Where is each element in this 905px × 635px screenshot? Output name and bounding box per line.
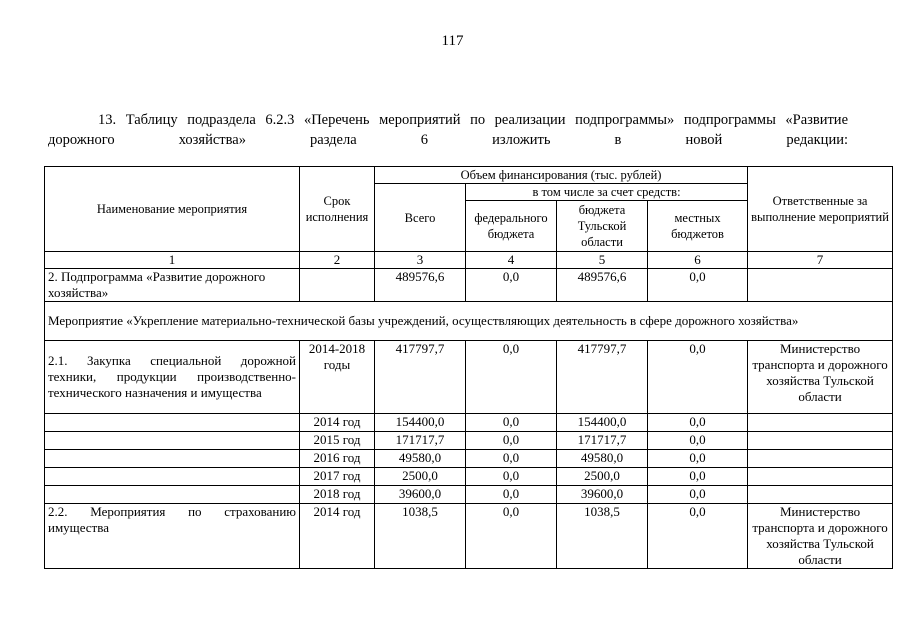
column-number: 5	[557, 252, 648, 269]
year-local: 0,0	[648, 486, 748, 504]
year-regional: 39600,0	[557, 486, 648, 504]
item-2-1-responsible: Министерство транспорта и дорожного хозяйства Тульской области	[748, 341, 893, 414]
year-blank-cell	[45, 486, 300, 504]
item-2-2-row	[45, 504, 893, 569]
intro-line-2: дорожного хозяйства» раздела 6 изложить в новой редакции:	[48, 132, 848, 148]
year-regional: 154400,0	[557, 414, 648, 432]
item-2-2-federal: 0,0	[466, 504, 557, 569]
year-responsible-cell	[748, 432, 893, 450]
year-federal: 0,0	[466, 414, 557, 432]
year-blank-cell	[45, 450, 300, 468]
year-local: 0,0	[648, 414, 748, 432]
item-2-2-responsible: Министерство транспорта и дорожного хозяйства Тульской области	[748, 504, 893, 569]
column-number: 2	[300, 252, 375, 269]
year-row	[45, 450, 893, 468]
year-local: 0,0	[648, 450, 748, 468]
year-label: 2014 год	[300, 414, 375, 432]
year-row	[45, 414, 893, 432]
header-term: Срок исполнения	[300, 167, 375, 252]
subprogram-federal: 0,0	[466, 269, 557, 302]
year-blank-cell	[45, 468, 300, 486]
header-regional: бюджета Тульской области	[557, 201, 648, 252]
year-total: 49580,0	[375, 450, 466, 468]
item-2-1-row	[45, 341, 893, 414]
year-label: 2017 год	[300, 468, 375, 486]
column-number: 6	[648, 252, 748, 269]
item-2-2-local: 0,0	[648, 504, 748, 569]
year-local: 0,0	[648, 468, 748, 486]
intro-paragraph	[48, 110, 848, 170]
header-including: в том числе за счет средств:	[466, 184, 748, 201]
column-number-row	[45, 252, 893, 269]
subprogram-local: 0,0	[648, 269, 748, 302]
subprogram-responsible	[748, 269, 893, 302]
column-number: 4	[466, 252, 557, 269]
year-responsible-cell	[748, 450, 893, 468]
year-total: 154400,0	[375, 414, 466, 432]
year-label: 2015 год	[300, 432, 375, 450]
item-2-1-total: 417797,7	[375, 341, 466, 414]
intro-line-1: 13. Таблицу подраздела 6.2.3 «Перечень мероприятий по реализации подпрограммы» подпрограммы «Развитие	[98, 112, 848, 128]
header-federal: федерального бюджета	[466, 201, 557, 252]
year-regional: 171717,7	[557, 432, 648, 450]
year-total: 39600,0	[375, 486, 466, 504]
year-federal: 0,0	[466, 450, 557, 468]
header-responsible: Ответственные за выполнение мероприятий	[748, 167, 893, 252]
column-number: 3	[375, 252, 466, 269]
subprogram-regional: 489576,6	[557, 269, 648, 302]
year-responsible-cell	[748, 468, 893, 486]
item-2-1-local: 0,0	[648, 341, 748, 414]
measures-table	[44, 166, 893, 569]
header-total: Всего	[375, 184, 466, 252]
item-2-1-name: 2.1. Закупка специальной дорожной техники, продукции производственно-технического назначения и имущества	[45, 341, 300, 414]
item-2-2-name: 2.2. Мероприятия по страхованию имущества	[45, 504, 300, 569]
year-row	[45, 432, 893, 450]
year-regional: 2500,0	[557, 468, 648, 486]
item-2-2-total: 1038,5	[375, 504, 466, 569]
subprogram-term	[300, 269, 375, 302]
item-2-1-term: 2014-2018 годы	[300, 341, 375, 414]
column-number: 1	[45, 252, 300, 269]
year-blank-cell	[45, 432, 300, 450]
subprogram-row	[45, 269, 893, 302]
page-number: 117	[441, 33, 464, 49]
year-row	[45, 486, 893, 504]
item-2-1-regional: 417797,7	[557, 341, 648, 414]
year-label: 2018 год	[300, 486, 375, 504]
year-total: 171717,7	[375, 432, 466, 450]
year-local: 0,0	[648, 432, 748, 450]
item-2-2-regional: 1038,5	[557, 504, 648, 569]
year-federal: 0,0	[466, 486, 557, 504]
measure-title-row	[45, 302, 893, 341]
year-label: 2016 год	[300, 450, 375, 468]
header-local: местных бюджетов	[648, 201, 748, 252]
year-federal: 0,0	[466, 468, 557, 486]
year-total: 2500,0	[375, 468, 466, 486]
header-funding: Объем финансирования (тыс. рублей)	[375, 167, 748, 184]
column-number: 7	[748, 252, 893, 269]
subprogram-total: 489576,6	[375, 269, 466, 302]
measure-title: Мероприятие «Укрепление материально-технической базы учреждений, осуществляющих деятельность в сфере дорожного хозяйства»	[45, 302, 893, 341]
item-2-2-term: 2014 год	[300, 504, 375, 569]
item-2-1-federal: 0,0	[466, 341, 557, 414]
year-row	[45, 468, 893, 486]
year-federal: 0,0	[466, 432, 557, 450]
year-blank-cell	[45, 414, 300, 432]
year-responsible-cell	[748, 486, 893, 504]
year-responsible-cell	[748, 414, 893, 432]
year-regional: 49580,0	[557, 450, 648, 468]
header-name: Наименование мероприятия	[45, 167, 300, 252]
subprogram-name: 2. Подпрограмма «Развитие дорожного хозяйства»	[45, 269, 300, 302]
